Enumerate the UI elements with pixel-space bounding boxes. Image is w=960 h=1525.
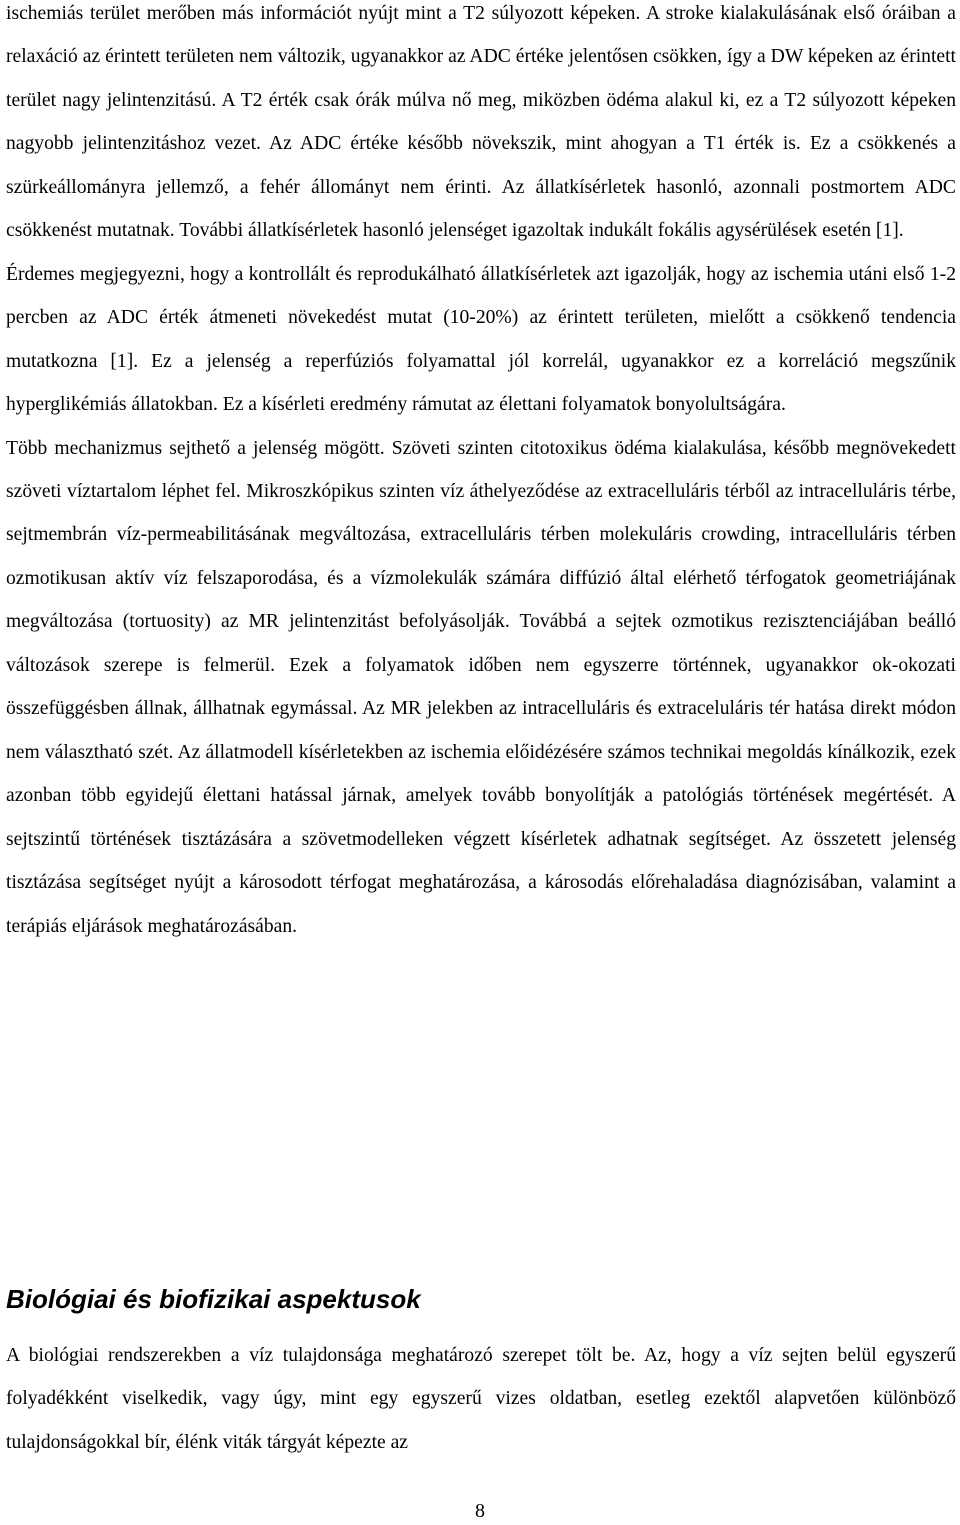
document-page [6, 0, 956, 1453]
section-heading: Biológiai és biofizikai aspektusok [6, 1284, 421, 1314]
body-paragraph: ischemiás terület merőben más információt nyújt mint a T2 súlyozott képeken. A stroke kialakulásának első óráiban a relaxáció az érintett területen nem változik, ugyanakkor az ADC értéke jelentősen csökken, így a DW képeken az érintett terület nagy jelintenzitású. A T2 érték csak órák múlva nő meg, miközben ödéma alakul ki, ez a T2 súlyozott képeken nagyobb jelintenzitáshoz vezet. Az ADC értéke később növekszik, mint ahogyan a T1 érték is. Ez a csökkenés a szürkeállományra jellemző, a fehér állományt nem érinti. Az állatkísérletek hasonló, azonnali postmortem ADC csökkenést mutatnak. További állatkísérletek hasonló jelenséget igazoltak indukált fokális agysérülések esetén [1]. [6, 3, 956, 242]
body-paragraph: A biológiai rendszerekben a víz tulajdonsága meghatározó szerepet tölt be. Az, hogy a víz sejten belül egyszerű folyadékként viselkedik, vagy úgy, mint egy egyszerű vizes oldatban, esetleg ezektől alapvetően különböző tulajdonságokkal bír, élénk viták tárgyát képezte az [6, 1345, 956, 1453]
body-paragraph: Több mechanizmus sejthető a jelenség mögött. Szöveti szinten citotoxikus ödéma kialakulása, később megnövekedett szöveti víztartalom léphet fel. Mikroszkópikus szinten víz áthelyeződése az extracelluláris térből az intracelluláris térbe, sejtmembrán víz-permeabilitásának megváltozása, extracelluláris térben molekuláris crowding, intracelluláris térben ozmotikusan aktív víz felszaporodása, és a vízmolekulák számára diffúzió által elérhető térfogatok geometriájának megváltozása (tortuosity) az MR jelintenzitást befolyásolják. Továbbá a sejtek ozmotikus rezisztenciájában beálló változások szerepe is felmerül. Ezek a folyamatok időben nem egyszerre történnek, ugyanakkor ok-okozati összefüggésben állnak, állhatnak egymással. Az MR jelekben az intracelluláris és extraceluláris tér hatása direkt módon nem választható szét. Az állatmodell kísérletekben az ischemia előidézésére számos technikai megoldás kínálkozik, ezek azonban több egyidejű élettani hatással járnak, amelyek tovább bonyolítják a patológiás történések megértését. A sejtszintű történések tisztázására a szövetmodelleken végzett kísérletek adhatnak segítséget. Az összetett jelenség tisztázása segítséget nyújt a károsodott térfogat meghatározása, a károsodás előrehaladása diagnózisában, valamint a terápiás eljárások meghatározásában. [6, 437, 956, 937]
body-paragraph: Érdemes megjegyezni, hogy a kontrollált és reprodukálható állatkísérletek azt igazolják, hogy az ischemia utáni első 1-2 percben az ADC érték átmeneti növekedést mutat (10-20%) az érintett területen, mielőtt a csökkenő tendencia mutatkozna [1]. Ez a jelenség a reperfúziós folyamattal jól korrelál, ugyanakkor ez a korreláció megszűnik hyperglikémiás állatokban. Ez a kísérleti eredmény rámutat az élettani folyamatok bonyolultságára. [6, 263, 956, 416]
page-number: 8 [475, 1500, 485, 1522]
